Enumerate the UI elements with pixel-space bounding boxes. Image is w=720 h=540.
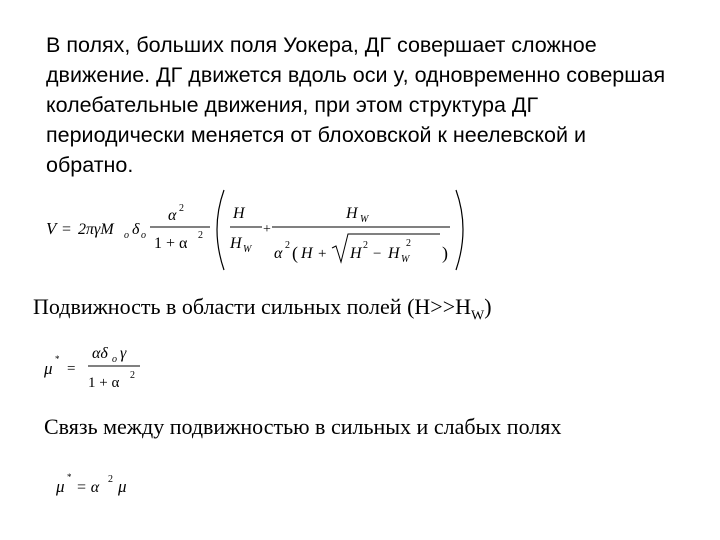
formula-hw: H [388,245,400,262]
formula-mu: μ [118,477,127,496]
formula-star: * [55,354,60,364]
strong-field-mobility-heading [33,294,492,324]
formula-eq-alpha: = α [76,479,100,496]
formula-equals: = [67,361,76,377]
formula-denominator: 1 + α [88,375,120,391]
formula-sup: 2 [179,203,184,214]
formula-h: H [233,205,245,222]
formula-alpha: α [168,207,177,224]
formula-v: V [46,219,57,238]
formula-hw: H [230,235,242,252]
paragraph-line: обратно. [46,153,134,177]
formula-coefficient: 2πγM [78,221,114,238]
formula-mu: μ [56,477,65,496]
formula-alpha: α [274,245,283,262]
formula-sup: 2 [363,240,368,251]
formula-one-plus-alpha: 1 + α [154,235,188,252]
paragraph-line: колебательные движения, при этом структура ДГ [46,93,539,117]
formula-paren: ) [442,243,448,263]
heading-text: Подвижность в области сильных полей (H>>H [33,294,471,319]
formula-sup: 2 [108,474,113,485]
formula-sup: 2 [406,238,411,249]
formula-sup: 2 [285,240,290,251]
formula-h: H [350,245,362,262]
formula-sub-w: W [243,244,252,255]
formula-sup: 2 [130,370,135,381]
heading-sub: W [471,308,485,324]
formula-subscript: o [141,230,146,241]
right-paren [456,190,463,270]
mobility-formula [40,340,170,396]
velocity-formula [40,182,470,277]
paragraph-line: периодически меняется от блоховской к неелевской и [46,123,586,147]
formula-mu: μ [44,359,53,378]
formula-sup: 2 [198,230,203,241]
formula-gamma: γ [120,345,127,362]
formula-star: * [67,472,72,482]
formula-numerator: αδ [92,345,108,362]
formula-sub-w: W [401,254,410,265]
formula-plus: + [263,222,271,237]
formula-equals: = [62,221,72,238]
formula-plus: + [318,246,327,262]
intro-paragraph [46,30,706,180]
paragraph-line: В полях, больших поля Уокера, ДГ совершает сложное [46,33,597,57]
formula-delta: δ [132,221,140,238]
formula-subscript: o [124,230,129,241]
field-relation-heading: Связь между подвижностью в сильных и слабых полях [44,414,562,439]
formula-hw: H [346,205,358,222]
formula-subscript: o [112,354,117,365]
formula-minus: − [373,246,382,262]
left-paren [217,190,224,270]
sqrt-sign [332,234,440,262]
heading-close: ) [484,294,492,319]
formula-paren: ( [292,243,298,263]
formula-sub-w: W [360,214,369,225]
paragraph-line: движение. ДГ движется вдоль оси y, одновременно совершая [46,63,666,87]
formula-h: H [301,245,313,262]
relation-formula [52,466,152,502]
